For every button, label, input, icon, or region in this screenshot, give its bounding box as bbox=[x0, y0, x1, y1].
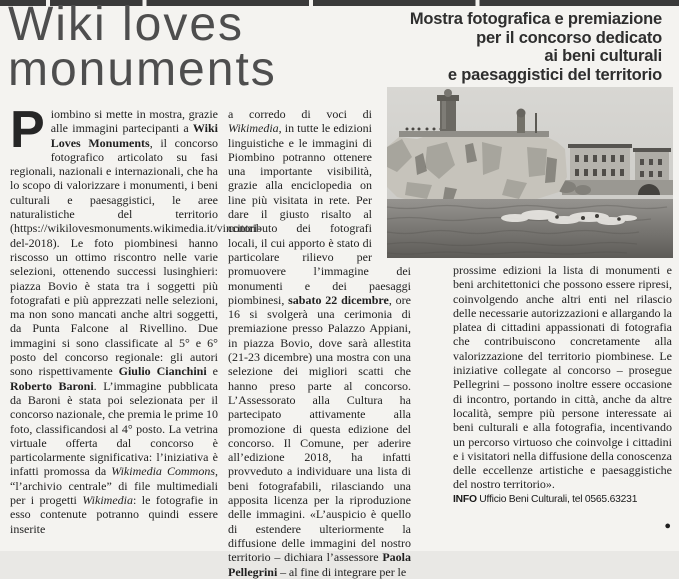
subtitle-line: per il concorso dedicato bbox=[476, 28, 662, 47]
article-column-1 bbox=[10, 101, 262, 551]
article-title-line2: monuments bbox=[8, 43, 277, 96]
article-subtitle bbox=[332, 10, 662, 84]
article-text-col2: a corredo di voci di Wikimedia, in tutte le edizioni linguistiche e le immagini di Piombino potranno ottenere una importante visibilità, grazie alla enciclopedia on line più visitata in rete. Per dare il giusto risalto al contributo dei fotografi locali, il cui apporto è stato di particolare rilievo per promuovere l’immagine dei monumenti e dei paesaggi piombinesi, sabato 22 dicembre, ore 16 si svolgerà una cerimonia di premiazione presso Palazzo Appiani, in piazza Bovio, dove sarà allestita (21-23 dicembre) una mostra con una selezione dei migliori scatti che hanno preso parte al concorso. L’Assessorato alla Cultura ha partecipato attivamente alla promozione di questa edizione del concorso. Il Comune, per aderire all’edizione 2018, ha infatti provveduto a individuare una lista di beni fotografabili, rilasciando una apposita licenza per la riproduzione delle immagini. «L’auspicio è quello di estendere ulteriormente la diffusione delle immagini del nostro territorio – dichiara l’assessore Paola Pellegrini – al fine di integrare per le bbox=[228, 107, 411, 579]
subtitle-line: e paesaggistici del territorio bbox=[447, 65, 662, 84]
drop-cap: P bbox=[10, 101, 45, 159]
tower bbox=[437, 89, 459, 131]
coast-photo-illustration bbox=[387, 87, 673, 258]
subtitle-line: ai beni culturali bbox=[544, 47, 662, 65]
subtitle-line: Mostra fotografica e premiazione bbox=[409, 10, 662, 28]
article-end-mark: ● bbox=[664, 520, 671, 532]
article-column-3 bbox=[453, 263, 672, 551]
article-photo bbox=[387, 87, 673, 258]
cliff bbox=[387, 128, 567, 208]
info-line bbox=[453, 493, 672, 506]
info-label: INFO bbox=[453, 493, 477, 505]
info-text: Ufficio Beni Culturali, tel 0565.63231 bbox=[476, 493, 638, 505]
article-text-col3: prossime edizioni la lista di monumenti e beni architettonici che possono essere ripresi, coinvolgendo anche altri enti nel rilascio delle necessarie autorizzazioni e allargando la platea di cittadini appassionati di fotografia che contribuiscono concretamente alla valorizzazione del territorio piombinese. Le iniziative collegate al concorso – prosegue Pellegrini – possono inoltre essere occasione di incontro, portando in città, anche da altre località, sempre più persone interessate ai beni culturali e alla fotografia, incentivando un percorso virtuoso che coinvolge i cittadini e i visitatori nella diffusione della conoscenza delle eccellenze artistiche e paesaggistiche del nostro territorio». bbox=[453, 263, 672, 492]
article-column-2 bbox=[228, 107, 411, 579]
article-title-line1: Wiki loves bbox=[8, 0, 245, 51]
sea bbox=[387, 199, 673, 258]
photo-wrap-spacer bbox=[372, 107, 411, 259]
buildings bbox=[556, 144, 673, 195]
article-text-col1: iombino si mette in mostra, grazie alle immagini partecipanti a Wiki Loves Monuments, il concorso fotografico articolato su fasi regionali, nazionali e internazionali, che ha lo scopo di valorizzare i monumenti, i beni culturali e paesaggistici, le aree naturalistiche del territorio (https://wikilovesmonuments.wikimedia.it/vincitori-del-2018). Le foto piombinesi hanno riscosso un ottimo riscontro nelle varie selezioni, ottenendo successi lusinghieri: piazza Bovio è stata tra i soggetti più fotografati e più apprezzati nelle selezioni, ma non sono mancati anche altri soggetti, da Punta Falcone al Rivellino. Due immagini si sono classificate al 5° e 6° posto del concorso regionale: gli autori sono rispettivamente Giulio Cianchini e Roberto Baroni. L’immagine pubblicata da Baroni è stata poi selezionata per il concorso nazionale, che premia le prime 10 foto, classificandosi al 4° posto. La vetrina virtuale offerta dal concorso è particolarmente significativa: l’iniziativa è infatti promossa da Wikimedia Commons, “l’archivio centrale” di file multimediali per i progetti Wikimedia: le fotografie in esso contenute potranno quindi essere inserite bbox=[10, 107, 262, 536]
article-title bbox=[8, 0, 277, 96]
